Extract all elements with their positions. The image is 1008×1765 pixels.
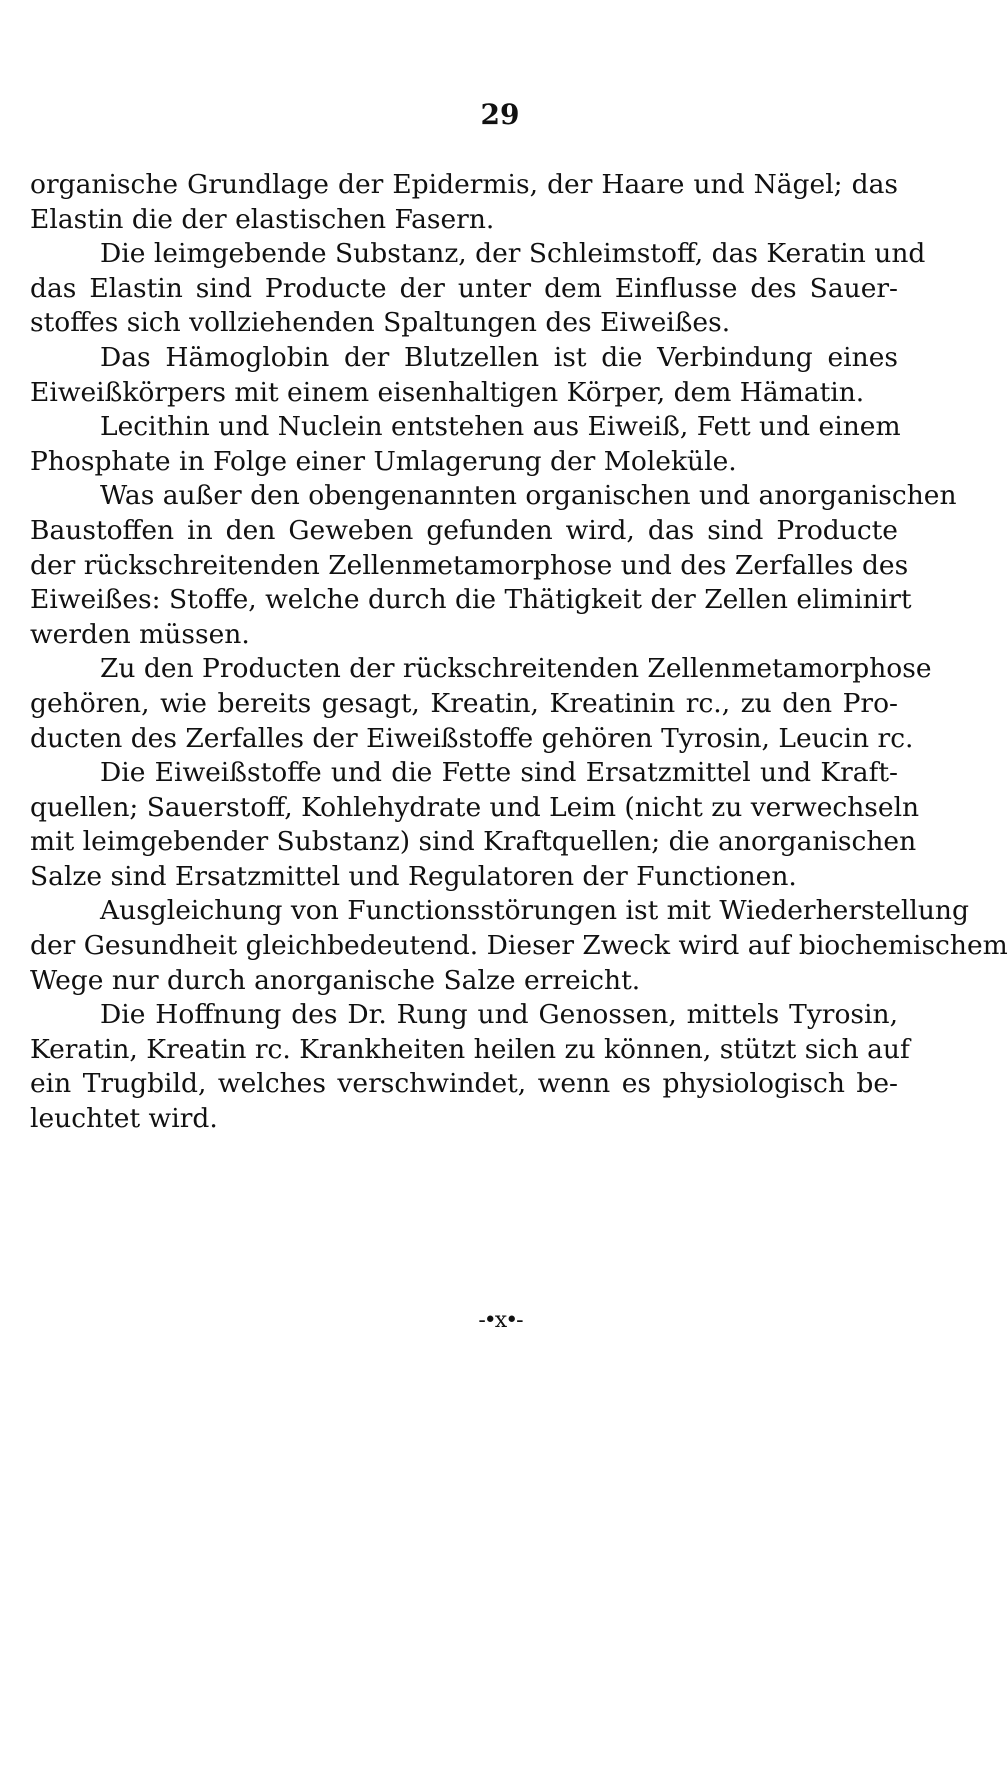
text-line: Zu den Producten der rückschreitenden Zellenmetamorphose — [100, 653, 932, 685]
text-line: gehören, wie bereits gesagt, Kreatin, Kreatinin rc., zu den Pro- — [30, 687, 898, 719]
text-line: Eiweißes: Stoffe, welche durch die Thätigkeit der Zellen eliminirt — [30, 584, 912, 616]
text-line: Das Hämoglobin der Blutzellen ist die Verbindung eines — [100, 341, 898, 373]
text-line: Die Hoffnung des Dr. Rung und Genossen, mittels Tyrosin, — [100, 999, 898, 1031]
text-line: Die leimgebende Substanz, der Schleimstoff, das Keratin und — [100, 238, 926, 270]
text-line: Keratin, Kreatin rc. Krankheiten heilen zu können, stützt sich auf — [30, 1033, 910, 1065]
text-line: mit leimgebender Substanz) sind Kraftquellen; die anorganischen — [30, 826, 917, 858]
page-number: 29 — [480, 98, 520, 131]
text-line: Baustoffen in den Geweben gefunden wird, das sind Producte — [30, 514, 898, 546]
body-text — [30, 168, 1008, 1137]
text-line: ducten des Zerfalles der Eiweißstoffe gehören Tyrosin, Leucin rc. — [30, 722, 914, 754]
text-line: Ausgleichung von Functionsstörungen ist mit Wiederherstellung — [100, 895, 969, 927]
text-line: Salze sind Ersatzmittel und Regulatoren der Functionen. — [30, 860, 797, 892]
text-line: Wege nur durch anorganische Salze erreicht. — [30, 964, 641, 996]
text-line: Phosphate in Folge einer Umlagerung der Moleküle. — [30, 445, 737, 477]
text-line: Lecithin und Nuclein entstehen aus Eiweiß, Fett und einem — [100, 411, 901, 443]
text-line: Die Eiweißstoffe und die Fette sind Ersatzmittel und Kraft- — [100, 757, 898, 789]
ornament-divider: -•x•- — [478, 1308, 522, 1333]
text-line: werden müssen. — [30, 618, 250, 650]
text-line: das Elastin sind Producte der unter dem Einflusse des Sauer- — [30, 272, 898, 304]
text-line: Was außer den obengenannten organischen und anorganischen — [100, 480, 957, 512]
text-line: stoffes sich vollziehenden Spaltungen des Eiweißes. — [30, 307, 731, 339]
text-line: quellen; Sauerstoff, Kohlehydrate und Leim (nicht zu verwechseln — [30, 791, 920, 823]
text-line: Elastin die der elastischen Fasern. — [30, 203, 495, 235]
text-line: der rückschreitenden Zellenmetamorphose und des Zerfalles des — [30, 549, 909, 581]
text-line: leuchtet wird. — [30, 1103, 218, 1135]
text-line: ein Trugbild, welches verschwindet, wenn es physiologisch be- — [30, 1068, 898, 1100]
text-line: der Gesundheit gleichbedeutend. Dieser Zweck wird auf biochemischem — [30, 930, 1008, 962]
text-line: organische Grundlage der Epidermis, der Haare und Nägel; das — [30, 169, 898, 200]
text-line: Eiweißkörpers mit einem eisenhaltigen Körper, dem Hämatin. — [30, 376, 865, 408]
